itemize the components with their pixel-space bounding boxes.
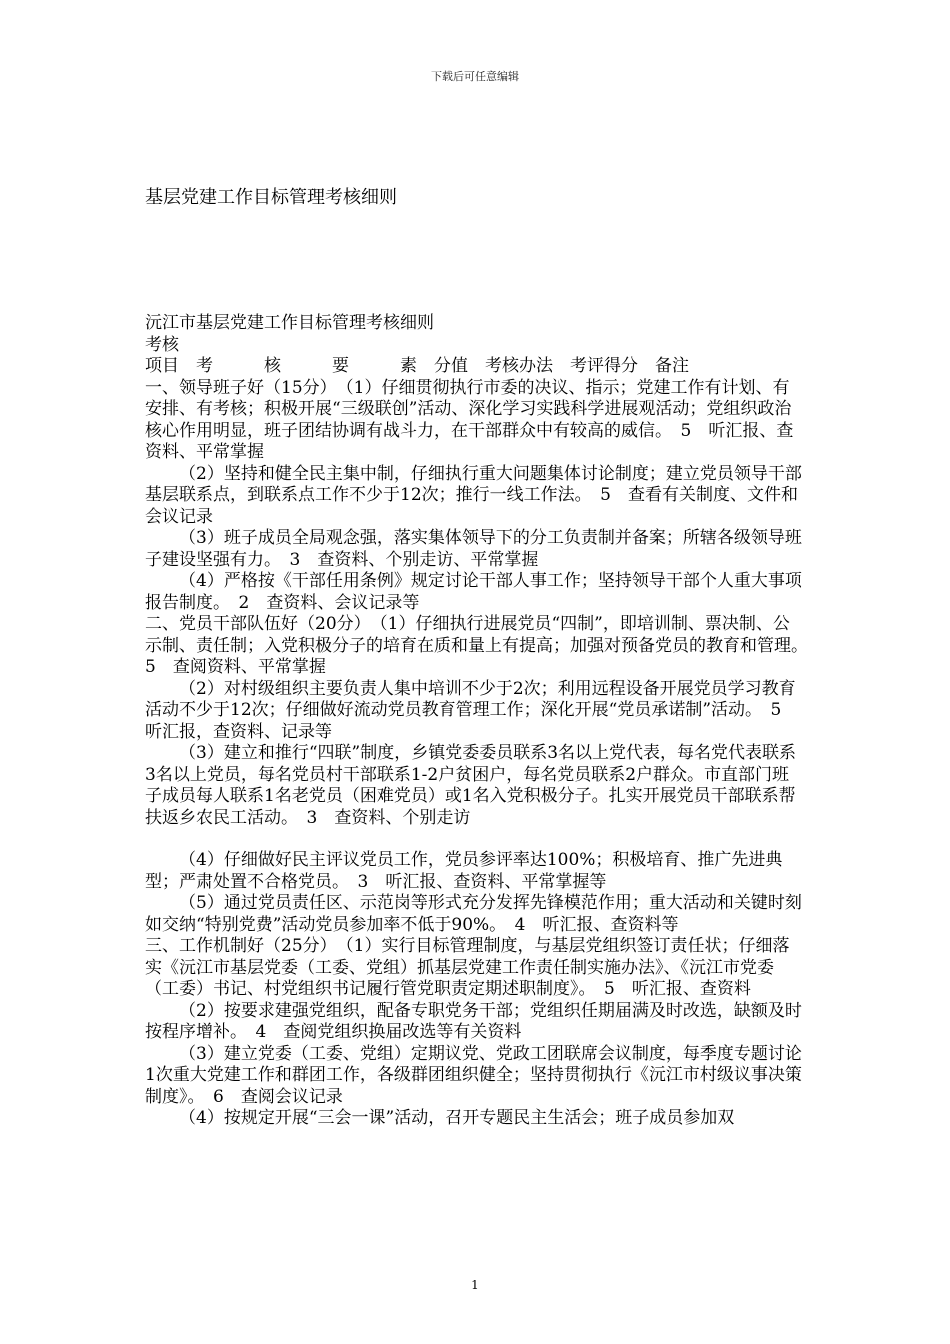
paragraph: （5）通过党员责任区、示范岗等形式充分发挥先锋模范作用；重大活动和关键时刻如交纳“特别党费”活动党员参加率不低于90%。 4 听汇报、查资料等 [145, 893, 802, 935]
paragraph: （4）按规定开展“三会一课”活动，召开专题民主生活会；班子成员参加双 [179, 1108, 735, 1128]
paragraph: （3）班子成员全局观念强，落实集体领导下的分工负责制并备案；所辖各级领导班子建设坚强有力。 3 查资料、个别走访、平常掌握 [145, 528, 802, 570]
paragraph: （3）建立党委（工委、党组）定期议党、党政工团联席会议制度，每季度专题讨论1次重大党建工作和群团工作，各级群团组织健全；坚持贯彻执行《沅江市村级议事决策制度》。 6 查阅会议记录 [145, 1043, 802, 1107]
page-header-note: 下载后可任意编辑 [431, 70, 519, 83]
section-heading: 沅江市基层党建工作目标管理考核细则 [145, 313, 434, 333]
paragraph: 一、领导班子好（15分） （1）仔细贯彻执行市委的决议、指示；党建工作有计划、有安排、有考核；积极开展“三级联创”活动、深化学习实践科学进展观活动；党组织政治核心作用明显，班子团结协调有战斗力，在干部群众中有较高的威信。 5 听汇报、查资料、平常掌握 [145, 377, 794, 462]
paragraph: （2）坚持和健全民主集中制，仔细执行重大问题集体讨论制度；建立党员领导干部基层联系点，到联系点工作不少于12次；推行一线工作法。 5 查看有关制度、文件和会议记录 [145, 463, 802, 527]
paragraph: （4）严格按《干部任用条例》规定讨论干部人事工作；坚持领导干部个人重大事项报告制度。 2 查资料、会议记录等 [145, 571, 802, 613]
table-header-line-1: 考核 [145, 334, 179, 355]
paragraph: （2）对村级组织主要负责人集中培训不少于2次；利用远程设备开展党员学习教育活动不少于12次；仔细做好流动党员教育管理工作；深化开展“党员承诺制”活动。 5 听汇报，查资料、记录等 [145, 678, 799, 742]
paragraph: 二、党员干部队伍好（20分） （1）仔细执行进展党员“四制”，即培训制、票决制、公示制、责任制；入党积极分子的培育在质和量上有提高；加强对预备党员的教育和管理。 5 查阅资料、平常掌握 [145, 614, 817, 677]
paragraph: （3）建立和推行“四联”制度，乡镇党委委员联系3名以上党代表，每名党代表联系3名以上党员，每名党员村干部联系1-2户贫困户，每名党员联系2户群众。市直部门班子成员每人联系1名老党员（困难党员）或1名入党积极分子。扎实开展党员干部联系帮扶返乡农民工活动。 3 查资料、个别走访 [145, 743, 797, 828]
table-header-line-2: 项目 考 核 要 素 分值 考核办法 考评得分 备注 [145, 356, 689, 376]
paragraph: （2）按要求建强党组织，配备专职党务干部；党组织任期届满及时改选，缺额及时按程序增补。 4 查阅党组织换届改选等有关资料 [145, 1000, 802, 1042]
paragraph: 三、工作机制好（25分） （1）实行目标管理制度，与基层党组织签订责任状；仔细落实《沅江市基层党委（工委、党组）抓基层党建工作责任制实施办法》、《沅江市党委（工委）书记、村党组织书记履行管党职责定期述职制度》。 5 听汇报、查资料 [145, 936, 790, 999]
paragraph: （4）仔细做好民主评议党员工作，党员参评率达100%；积极培育、推广先进典型；严肃处置不合格党员。 3 听汇报、查资料、平常掌握等 [145, 850, 783, 892]
document-body [145, 313, 817, 1130]
page-number: 1 [471, 1278, 479, 1292]
document-title: 基层党建工作目标管理考核细则 [145, 187, 397, 208]
